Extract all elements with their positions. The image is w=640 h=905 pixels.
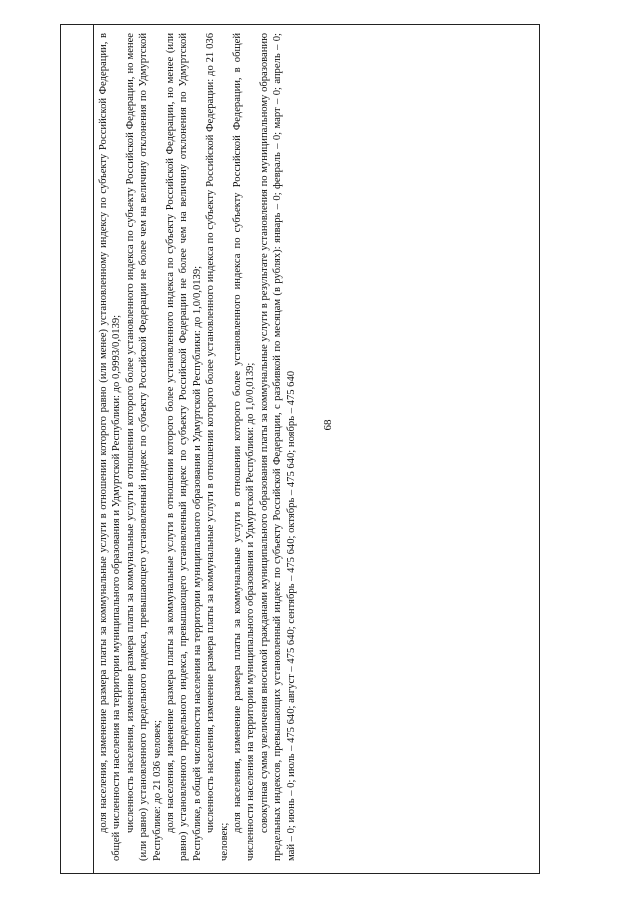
paragraph-share-equal-index: доля населения, изменение размера платы за коммунальные услуги в отношении которого равно (или менее) установленному индексу по субъекту Российской Федерации, в общей численности населения на территории муниципального образования и Удмуртской Республики: до 0,9993/0,0139; (98, 33, 123, 861)
document-table (60, 24, 540, 874)
column-divider (93, 25, 94, 873)
page-number: 68 (322, 419, 334, 431)
table-cell-text (97, 33, 531, 861)
paragraph-share-above-index: доля населения, изменение размера платы за коммунальные услуги в отношении которого более установленного индекса по субъекту Российской Федерации, в общей численности населения на территории муниципального образования и Удмуртской Республики: до 1,0/0,0139; (232, 33, 257, 861)
paragraph-count-above-index: численность населения, изменение размера платы за коммунальные услуги в отношении которого более установленного индекса по субъекту Российской Федерации: до 21 036 человек; (205, 33, 230, 861)
empty-left-column (61, 25, 93, 873)
paragraph-count-within-limit: численность населения, изменение размера платы за коммунальные услуги в отношении которого более установленного индекса по субъекту Российской Федерации, но менее (или равно) установленного предельного индекса, превышающего установленный индекс по субъекту Российской Федерации не более чем на величину отклонения по Удмуртской Республике: до 21 036 человек; (124, 33, 163, 861)
paragraph-total-increase: совокупная сумма увеличения вносимой гражданами муниципального образования платы за коммунальные услуги в результате установления по муниципальному образованию предельных индексов, превышающих установленный индекс по субъекту Российской Федерации, с разбивкой по месяцам (в рублях): январь – 0; февраль – 0; март – 0; апрель – 0; май – 0; июнь – 0; июль – 475 640; август – 475 640; сентябрь – 475 640; октябрь – 475 640; ноябрь – 475 640 (258, 33, 297, 861)
paragraph-share-within-limit: доля населения, изменение размера платы за коммунальные услуги в отношении которого более установленного индекса по субъекту Российской Федерации, но менее (или равно) установленного предельного индекса, превышающего установленный индекс по субъекту Российской Федерации не более чем на величину отклонения по Удмуртской Республике, в общей численности населения на территории муниципального образования и Удмуртской Республики: до 1,0/0,0139; (165, 33, 203, 861)
rotated-page-content (60, 24, 540, 874)
